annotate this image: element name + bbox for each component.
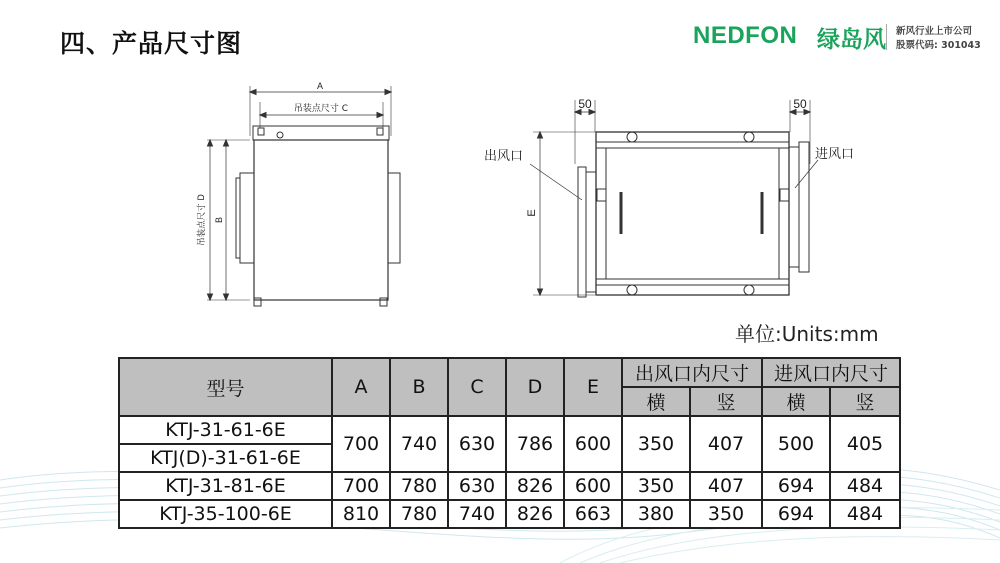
header-c: C	[448, 358, 506, 416]
cell-b: 780	[390, 500, 448, 528]
header-d: D	[506, 358, 564, 416]
cell-a: 700	[332, 472, 390, 500]
cell-e: 600	[564, 472, 622, 500]
cell-a: 700	[332, 416, 390, 472]
cell-model: KTJ-31-81-6E	[119, 472, 332, 500]
cell-b: 740	[390, 416, 448, 472]
cell-e: 600	[564, 416, 622, 472]
header-inlet-horizontal: 横	[762, 387, 830, 416]
header-a: A	[332, 358, 390, 416]
header-e: E	[564, 358, 622, 416]
cell-d: 786	[506, 416, 564, 472]
header-inlet-vertical: 竖	[830, 387, 900, 416]
dim-a-label: A	[316, 81, 324, 91]
cell-c: 630	[448, 416, 506, 472]
cell-inlet-h: 694	[762, 472, 830, 500]
cell-c: 740	[448, 500, 506, 528]
cell-e: 663	[564, 500, 622, 528]
cell-inlet-h: 694	[762, 500, 830, 528]
cell-d: 826	[506, 500, 564, 528]
header-outlet-horizontal: 横	[622, 387, 690, 416]
logo-wordmark: NEDFON	[693, 22, 798, 49]
dim-e-label: E	[526, 209, 538, 217]
cell-outlet-v: 407	[690, 416, 762, 472]
cell-inlet-h: 500	[762, 416, 830, 472]
cell-d: 826	[506, 472, 564, 500]
logo-chinese-name: 绿岛风	[817, 27, 886, 53]
side-view-drawing	[475, 92, 875, 307]
dim-b-label: B	[214, 216, 224, 224]
cell-a: 810	[332, 500, 390, 528]
logo-stock-code: 股票代码: 301043	[896, 40, 981, 51]
outlet-label: 出风口	[484, 149, 524, 164]
cell-model: KTJ-31-61-6E	[119, 416, 332, 444]
dim-c-label: 吊装点尺寸 C	[293, 104, 349, 114]
cell-outlet-h: 380	[622, 500, 690, 528]
cell-inlet-v: 484	[830, 500, 900, 528]
cell-outlet-v: 350	[690, 500, 762, 528]
cell-outlet-v: 407	[690, 472, 762, 500]
cell-b: 780	[390, 472, 448, 500]
front-view-drawing	[190, 78, 420, 313]
header-inlet: 进风口内尺寸	[762, 358, 900, 387]
table-row	[119, 500, 900, 528]
dimension-table	[118, 357, 901, 529]
dim-d-label: 吊装点尺寸 D	[197, 194, 207, 246]
inlet-label: 进风口	[815, 147, 855, 162]
cell-inlet-v: 484	[830, 472, 900, 500]
table-row	[119, 472, 900, 500]
units-note: 单位:Units:mm	[735, 322, 879, 346]
cell-outlet-h: 350	[622, 416, 690, 472]
header-outlet-vertical: 竖	[690, 387, 762, 416]
cell-model: KTJ-35-100-6E	[119, 500, 332, 528]
cell-model: KTJ(D)-31-61-6E	[119, 444, 332, 472]
header-model: 型号	[119, 358, 332, 416]
dim-50-right-label: 50	[793, 97, 807, 111]
dim-50-left-label: 50	[578, 97, 592, 111]
cell-c: 630	[448, 472, 506, 500]
header-b: B	[390, 358, 448, 416]
logo-tagline: 新风行业上市公司	[896, 26, 973, 37]
header-outlet: 出风口内尺寸	[622, 358, 762, 387]
cell-outlet-h: 350	[622, 472, 690, 500]
logo-divider	[886, 24, 887, 50]
page-title: 四、产品尺寸图	[60, 29, 243, 58]
cell-inlet-v: 405	[830, 416, 900, 472]
table-row	[119, 416, 900, 444]
